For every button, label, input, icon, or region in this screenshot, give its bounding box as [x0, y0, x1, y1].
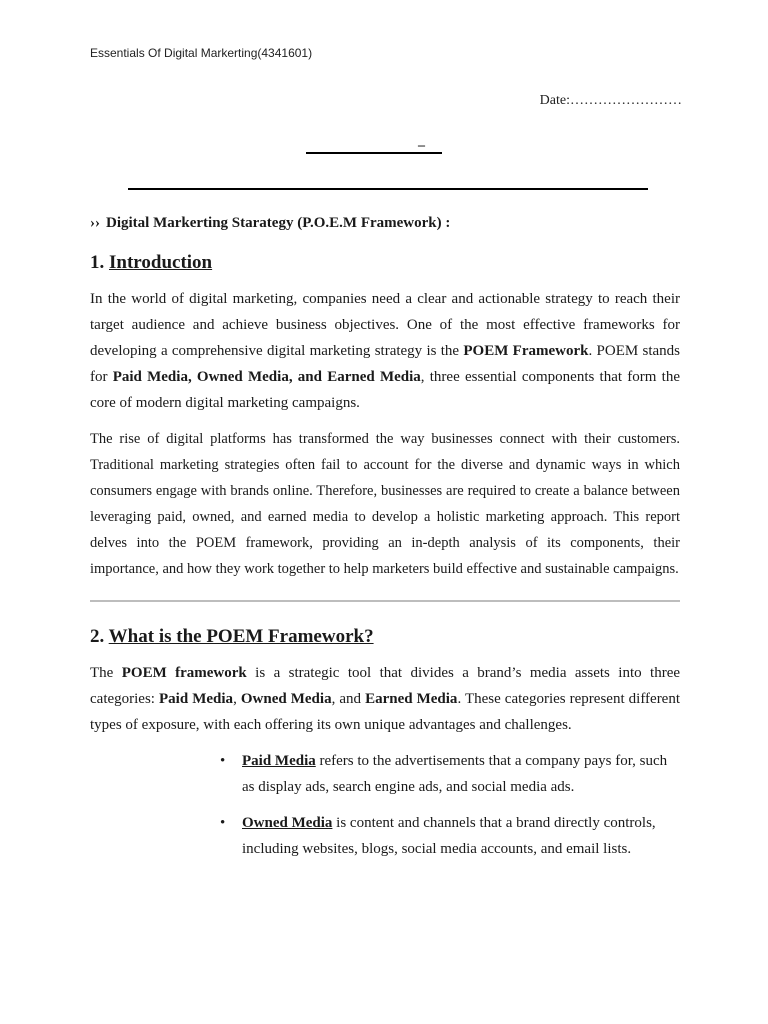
text-run: . These categories represent different types of exposure, with each offering its own unique advantages and challenges.: [90, 691, 681, 733]
section-number: 2.: [90, 626, 105, 647]
list-text: refers to the advertisements that a company pays for, such as display ads, search engine ads, and social media ads.: [242, 753, 668, 795]
text-run: . POEM stands for: [90, 343, 680, 385]
section-number: 1.: [90, 252, 105, 273]
list-term: Paid Media: [242, 753, 316, 769]
media-list: [90, 748, 680, 862]
document-body: [90, 210, 680, 872]
course-title: Essentials Of Digital Markerting(4341601): [90, 46, 313, 60]
text-run: ,: [233, 691, 241, 707]
section-heading-poem: [90, 622, 680, 652]
list-text: is content and channels that a brand directly controls, including websites, blogs, social media accounts, and email lists.: [242, 815, 656, 857]
section-title: Introduction: [109, 252, 213, 273]
intro-paragraph-2: The rise of digital platforms has transformed the way businesses connect with their customers. Traditional marketing strategies often fail to account for the diverse and dynamic ways in which consumers engage with brands online. Therefore, businesses are required to create a balance between leveraging paid, owned, and earned media to develop a holistic marketing approach. This report delves into the POEM framework, providing an in-depth analysis of its components, their importance, and how they work together to help marketers build effective and sustainable campaigns.: [90, 431, 680, 577]
section-heading-introduction: [90, 248, 680, 278]
list-item: [220, 748, 680, 800]
chevron-icon: ››: [90, 215, 100, 231]
document-subtitle: [90, 210, 680, 236]
bullet-icon: •: [220, 753, 226, 769]
section-divider: [90, 600, 680, 602]
text-run: The: [90, 665, 122, 681]
text-run: , three essential components that form the core of modern digital marketing campaigns.: [90, 369, 680, 411]
text-run: is a strategic tool that divides a brand’s media assets into three categories:: [90, 665, 681, 707]
list-term: Owned Media: [242, 815, 333, 831]
bold-run: POEM framework: [121, 665, 247, 681]
section-title: What is the POEM Framework?: [108, 626, 374, 647]
subtitle-text: Digital Markerting Starategy (P.O.E.M Framework) :: [106, 215, 451, 231]
title-dash: –: [418, 138, 425, 153]
date-field: Date:……………………: [539, 93, 682, 108]
bold-run: POEM Framework: [463, 343, 589, 359]
text-run: , and: [331, 691, 366, 707]
bold-run: Paid Media: [159, 691, 234, 707]
bold-run: Paid Media, Owned Media, and Earned Media: [112, 369, 421, 385]
text-run: In the world of digital marketing, companies need a clear and actionable strategy to reach their target audience and achieve business objectives. One of the most effective frameworks for developing a comprehensive digital marketing strategy is the: [90, 291, 680, 359]
bullet-icon: •: [220, 815, 226, 831]
bold-run: Owned Media: [240, 691, 332, 707]
poem-paragraph: [90, 660, 680, 738]
title-rule: [128, 188, 648, 190]
bold-run: Earned Media: [365, 691, 458, 707]
list-item: [220, 810, 680, 862]
intro-paragraph-1: [90, 286, 680, 416]
